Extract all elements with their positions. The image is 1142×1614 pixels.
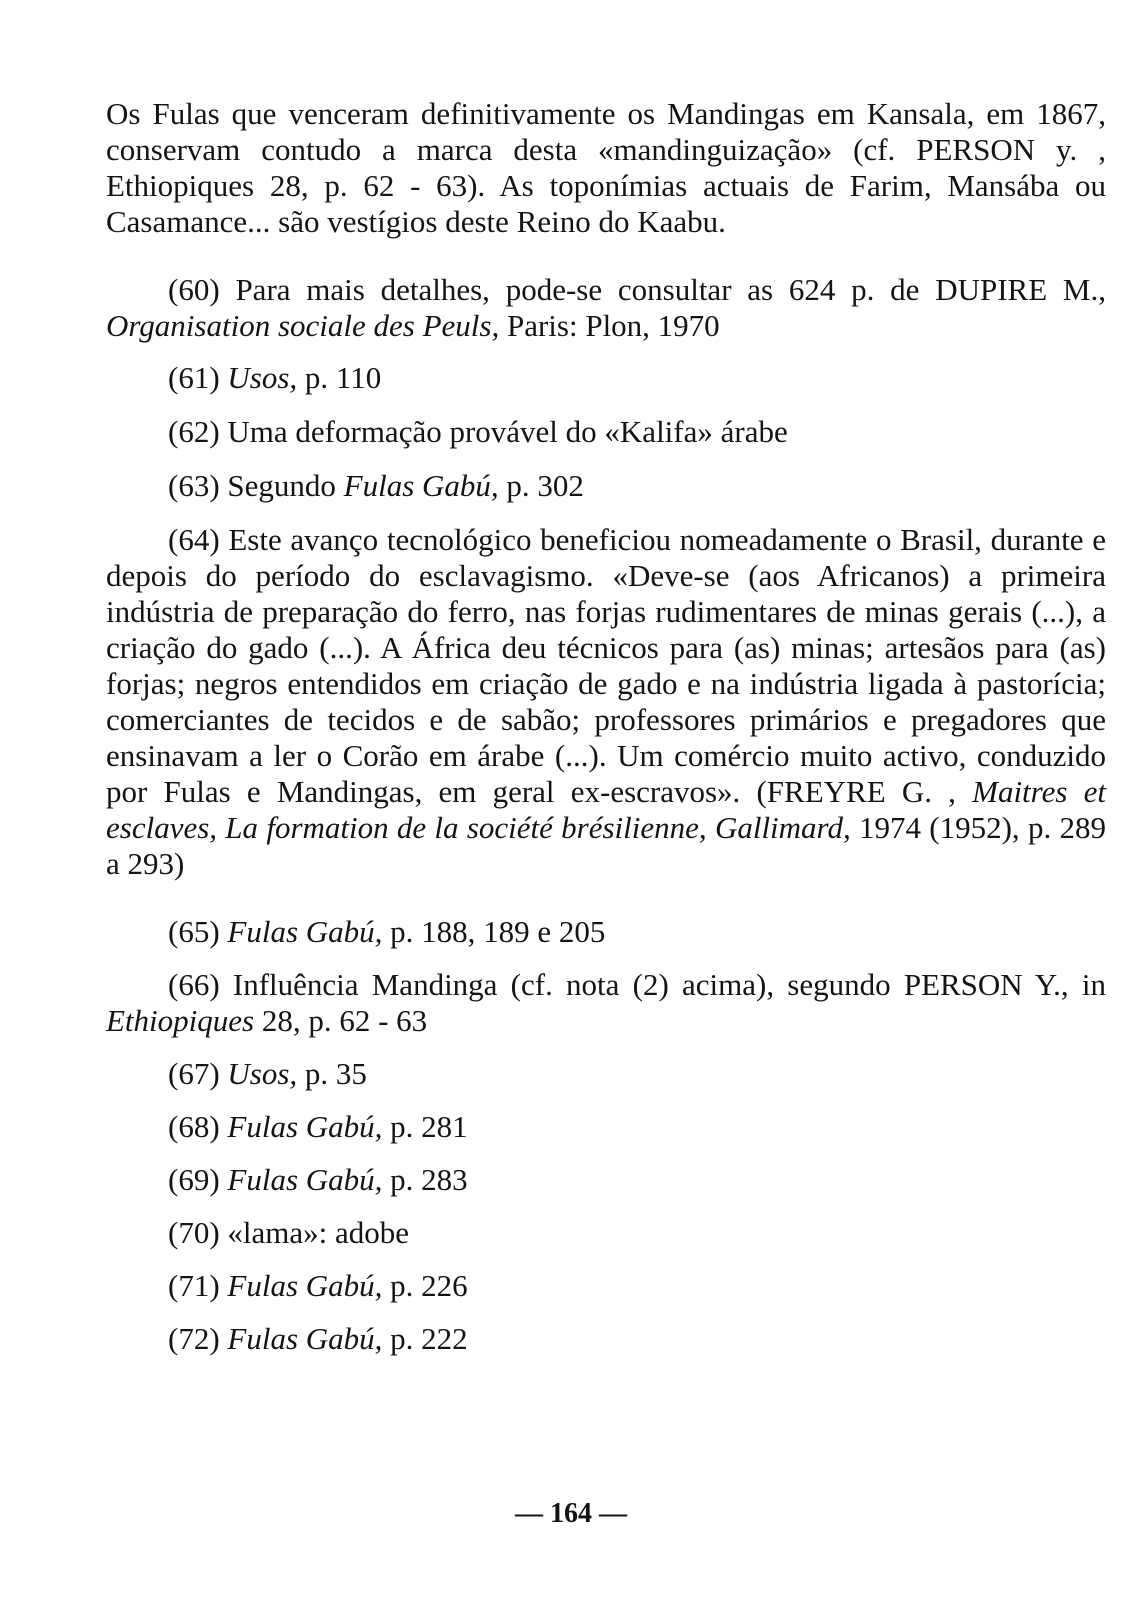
footnote-text-after: p. 283: [382, 1162, 468, 1197]
footnote-number: (71): [168, 1268, 220, 1303]
footnote-text-after: p. 226: [382, 1268, 468, 1303]
footnote-70: [106, 1215, 1106, 1251]
footnote-title: Fulas Gabú,: [227, 1162, 383, 1197]
footnote-text-after: p. 188, 189 e 205: [382, 914, 606, 949]
footnote-64: [106, 522, 1106, 882]
footnote-67: [106, 1056, 1106, 1092]
footnote-title: Organisation sociale des Peuls,: [106, 308, 500, 343]
footnote-text: Segundo: [227, 468, 344, 503]
footnote-number: (69): [168, 1162, 220, 1197]
footnote-text: Este avanço tecnológico beneficiou nomeadamente o Brasil, durante e depois do período do esclavagismo. «Deve-se (aos Africanos) a primeira indústria de preparação do ferro, nas forjas rudimentares de minas gerais (...), a criação do gado (...). A África deu técnicos para (as) minas; artesãos para (as) forjas; negros entendidos em criação de gado e na indústria ligada à pastorícia; comerciantes de tecidos e de sabão; professores primários e pregadores que ensinavam a ler o Corão em árabe (...). Um comércio muito activo, conduzido por Fulas e Mandingas, em geral ex-escravos». (FREYRE G. ,: [106, 522, 1107, 809]
footnote-69: [106, 1162, 1106, 1198]
footnote-number: (72): [168, 1321, 220, 1356]
page-number: — 164 —: [515, 1498, 627, 1529]
footnote-title: Maitres et esclaves, La formation de la société brésilienne, Gallimard,: [106, 774, 1106, 845]
footnote-number: (68): [168, 1109, 220, 1144]
footnote-text-after: p. 302: [498, 468, 584, 503]
footnote-text: «lama»: adobe: [227, 1215, 410, 1250]
footnote-63: [106, 468, 1106, 504]
footnote-number: (62): [168, 414, 220, 449]
footnote-text: Para mais detalhes, pode-se consultar as 624 p. de DUPIRE M.,: [235, 272, 1106, 307]
footnote-text: Influência Mandinga (cf. nota (2) acima), segundo PERSON Y., in: [232, 967, 1106, 1002]
footnote-number: (63): [168, 468, 220, 503]
footnote-number: (65): [168, 914, 220, 949]
footnote-text-after: 28, p. 62 - 63: [254, 1003, 428, 1038]
footnote-72: [106, 1321, 1106, 1357]
footnote-title: Fulas Gabú,: [227, 914, 383, 949]
footnote-62: [106, 414, 1106, 450]
intro-paragraph: Os Fulas que venceram definitivamente os Mandingas em Kansala, em 1867, conservam contudo a marca desta «mandinguização» (cf. PERSON y. , Ethiopiques 28, p. 62 - 63). As toponímias actuais de Farim, Mansába ou Casamance... são vestígios deste Reino do Kaabu.: [106, 96, 1106, 239]
footnote-60: [106, 272, 1106, 344]
document-page: [106, 96, 1106, 1357]
footnote-66: [106, 967, 1106, 1039]
footnote-title: Usos,: [227, 360, 298, 395]
footnote-number: (60): [168, 272, 220, 307]
footnote-title: Ethiopiques: [106, 1003, 255, 1038]
footnote-61: [106, 360, 1106, 396]
footnote-number: (70): [168, 1215, 220, 1250]
footnote-text-after: Paris: Plon, 1970: [499, 308, 720, 343]
footnote-68: [106, 1109, 1106, 1145]
footnote-65: [106, 914, 1106, 950]
footnote-text-after: 1974 (1952), p. 289 a 293): [106, 810, 1106, 881]
footnote-title: Fulas Gabú,: [343, 468, 499, 503]
footnote-title: Fulas Gabú,: [227, 1321, 383, 1356]
footnote-text: Uma deformação provável do «Kalifa» árabe: [227, 414, 788, 449]
footnote-71: [106, 1268, 1106, 1304]
footnote-title: Fulas Gabú,: [227, 1268, 383, 1303]
footnote-number: (64): [168, 522, 220, 557]
footnote-text-after: p. 35: [297, 1056, 367, 1091]
footnote-title: Fulas Gabú,: [227, 1109, 383, 1144]
footnote-text-after: p. 281: [382, 1109, 468, 1144]
footnote-number: (61): [168, 360, 220, 395]
footnote-number: (67): [168, 1056, 220, 1091]
footnote-title: Usos,: [227, 1056, 298, 1091]
footnote-number: (66): [168, 967, 220, 1002]
footnote-text-after: p. 110: [297, 360, 382, 395]
footnote-text-after: p. 222: [382, 1321, 468, 1356]
